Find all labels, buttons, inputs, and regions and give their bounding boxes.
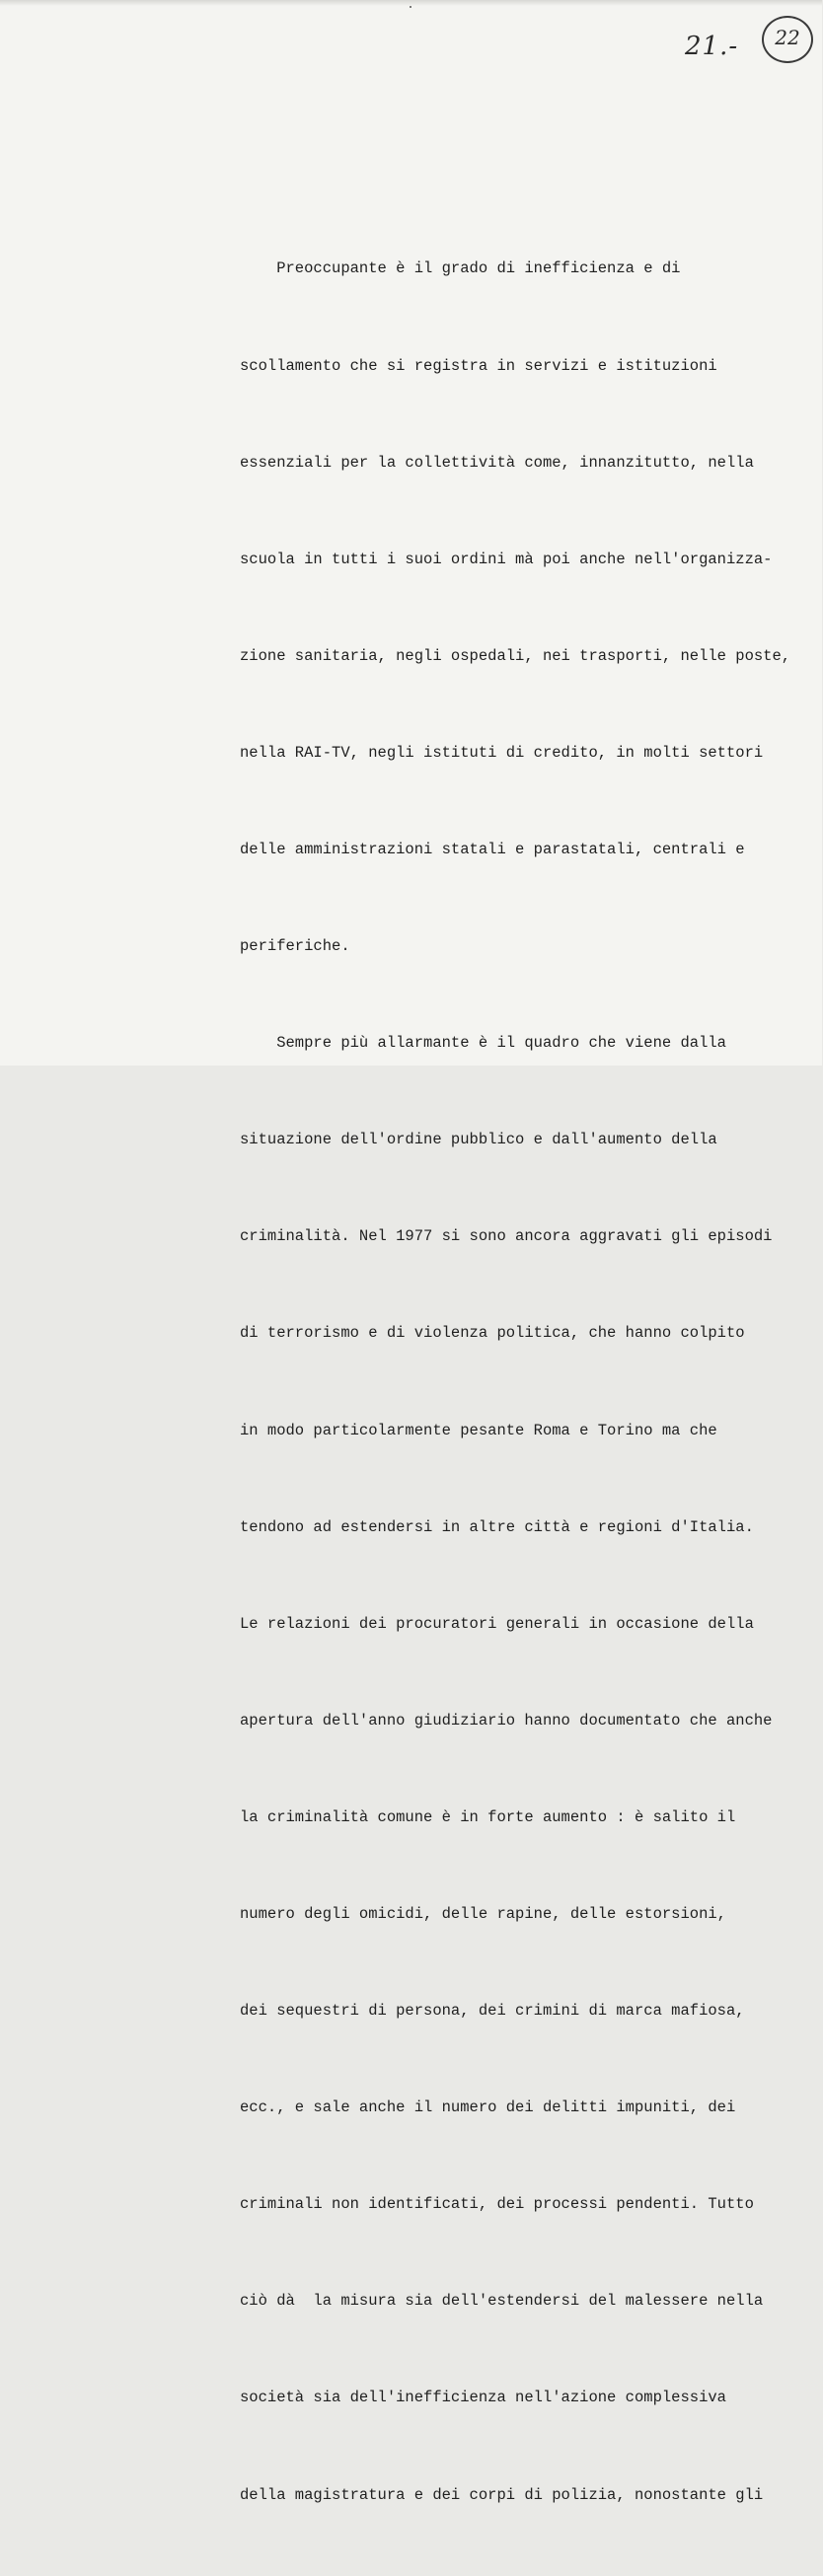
text-line: della magistratura e dei corpi di polizia, nonostante gli bbox=[240, 2485, 764, 2504]
page-edge-shadow bbox=[0, 0, 822, 6]
text-line: ciò dà la misura sia dell'estendersi del malessere nella bbox=[240, 2292, 764, 2311]
text-line: scollamento che si registra in servizi e istituzioni bbox=[240, 356, 717, 375]
text-line: situazione dell'ordine pubblico e dall'aumento della bbox=[240, 1131, 717, 1149]
text-line: zione sanitaria, negli ospedali, nei trasporti, nelle poste, bbox=[240, 646, 791, 665]
text-line: essenziali per la collettività come, innanzitutto, nella bbox=[240, 453, 754, 472]
circled-page-number-text: 22 bbox=[775, 26, 800, 49]
handwritten-page-marks bbox=[685, 14, 823, 73]
text-line: la criminalità comune è in forte aumento : è salito il bbox=[240, 1807, 736, 1826]
text-line: Sempre più allarmante è il quadro che viene dalla bbox=[240, 1034, 726, 1053]
text-line: criminali non identificati, dei processi pendenti. Tutto bbox=[240, 2195, 754, 2214]
text-line: di terrorismo e di violenza politica, che hanno colpito bbox=[240, 1324, 745, 1343]
text-line: apertura dell'anno giudiziario hanno documentato che anche bbox=[240, 1711, 773, 1730]
scan-speck bbox=[410, 6, 412, 8]
text-line: nella RAI-TV, negli istituti di credito, in molti settori bbox=[240, 743, 764, 762]
circled-page-number bbox=[762, 16, 813, 63]
text-line: Le relazioni dei procuratori generali in occasione della bbox=[240, 1614, 754, 1633]
text-line: ecc., e sale anche il numero dei delitti impuniti, dei bbox=[240, 2098, 736, 2117]
text-line: periferiche. bbox=[240, 937, 350, 956]
text-line: dei sequestri di persona, dei crimini di marca mafiosa, bbox=[240, 2002, 745, 2021]
text-line: società sia dell'inefficienza nell'azione complessiva bbox=[240, 2389, 726, 2407]
text-line: scuola in tutti i suoi ordini mà poi anche nell'organizza- bbox=[240, 550, 773, 568]
text-line: Preoccupante è il grado di inefficienza e di bbox=[240, 259, 681, 278]
text-line: in modo particolarmente pesante Roma e Torino ma che bbox=[240, 1421, 717, 1439]
text-line: delle amministrazioni statali e parastatali, centrali e bbox=[240, 840, 745, 858]
text-line: criminalità. Nel 1977 si sono ancora aggravati gli episodi bbox=[240, 1227, 773, 1246]
handwritten-page-number: 21.- bbox=[685, 32, 739, 61]
text-line: tendono ad estendersi in altre città e regioni d'Italia. bbox=[240, 1517, 754, 1536]
text-line: numero degli omicidi, delle rapine, delle estorsioni, bbox=[240, 1905, 726, 1923]
typewritten-body bbox=[240, 188, 817, 2576]
